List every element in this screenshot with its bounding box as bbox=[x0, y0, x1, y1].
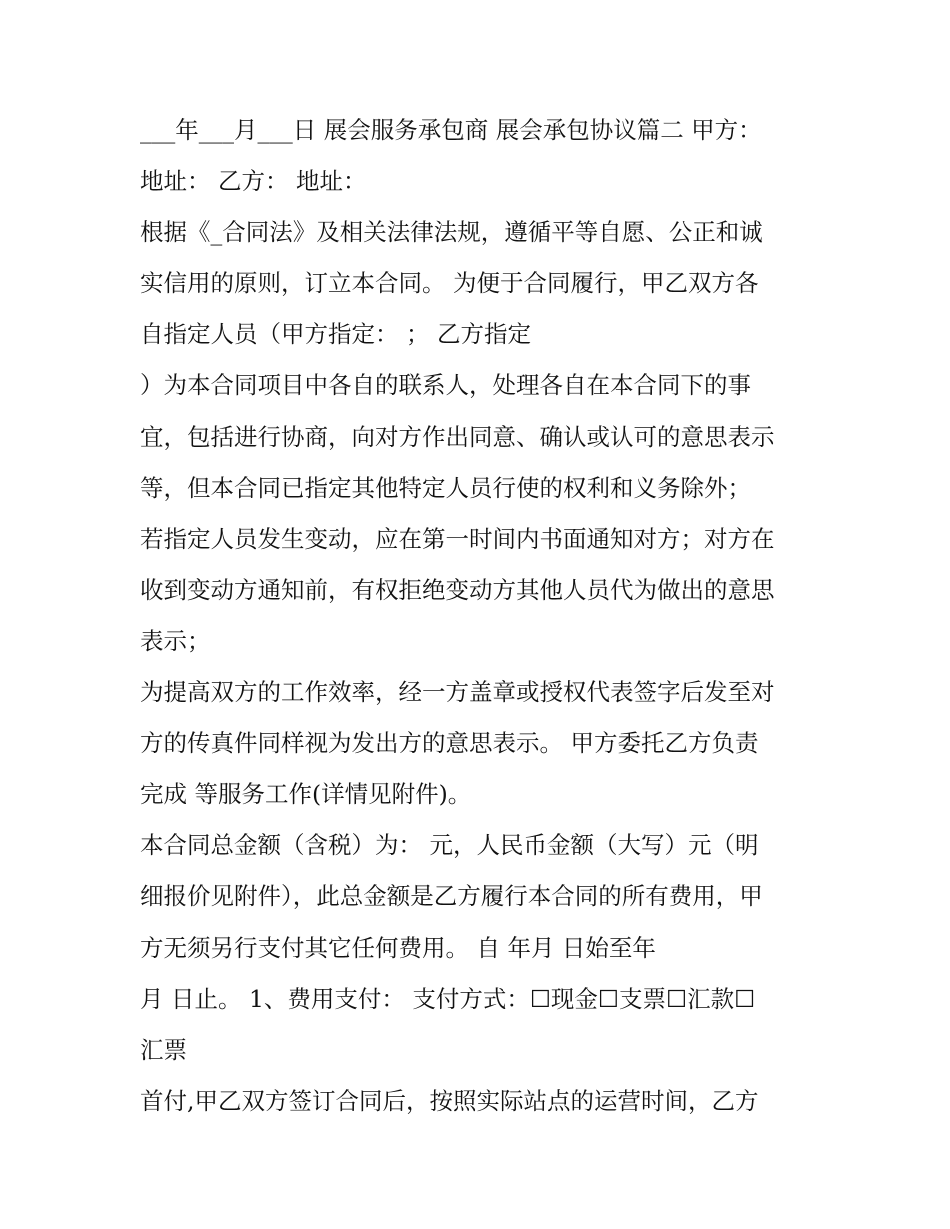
text-line: 本合同总金额（含税）为： 元，人民币金额（大写）元（明 bbox=[140, 831, 759, 860]
text-line: ___年___月___日 展会服务承包商 展会承包协议篇二 甲方： bbox=[140, 116, 762, 144]
text-line: 收到变动方通知前，有权拒绝变动方其他人员代为做出的意思 bbox=[140, 575, 775, 604]
text-line: 为提高双方的工作效率，经一方盖章或授权代表签字后发至对 bbox=[140, 678, 775, 707]
text-line: 方无须另行支付其它任何费用。 自 年月 日始至年 bbox=[140, 933, 656, 962]
text-line: 细报价见附件），此总金额是乙方履行本合同的所有费用，甲 bbox=[140, 882, 763, 911]
text-line: 宜，包括进行协商，向对方作出同意、确认或认可的意思表示 bbox=[140, 422, 775, 451]
text-line: 地址： 乙方： 地址： bbox=[140, 167, 367, 196]
text-line: 月 日止。 1、费用支付： 支付方式：☐现金☐支票☐汇款☐ bbox=[140, 984, 756, 1013]
text-line: 自指定人员（甲方指定： ； 乙方指定 bbox=[140, 320, 531, 349]
text-line: 根据《_合同法》及相关法律法规，遵循平等自愿、公正和诚 bbox=[140, 218, 763, 247]
text-line: 方的传真件同样视为发出方的意思表示。 甲方委托乙方负责 bbox=[140, 729, 759, 758]
text-line: ）为本合同项目中各自的联系人，处理各自在本合同下的事 bbox=[140, 371, 751, 400]
text-line: 等，但本合同已指定其他特定人员行使的权利和义务除外； bbox=[140, 473, 751, 502]
text-line: 首付,甲乙双方签订合同后，按照实际站点的运营时间，乙方 bbox=[140, 1086, 759, 1115]
text-line: 表示； bbox=[140, 626, 211, 655]
text-line: 汇票 bbox=[140, 1035, 187, 1064]
text-line: 实信用的原则，订立本合同。 为便于合同履行，甲乙双方各 bbox=[140, 269, 759, 298]
text-line: 若指定人员发生变动，应在第一时间内书面通知对方；对方在 bbox=[140, 524, 775, 553]
contract-body bbox=[140, 110, 830, 1132]
text-line: 完成 等服务工作(详情见附件)。 bbox=[140, 780, 472, 809]
